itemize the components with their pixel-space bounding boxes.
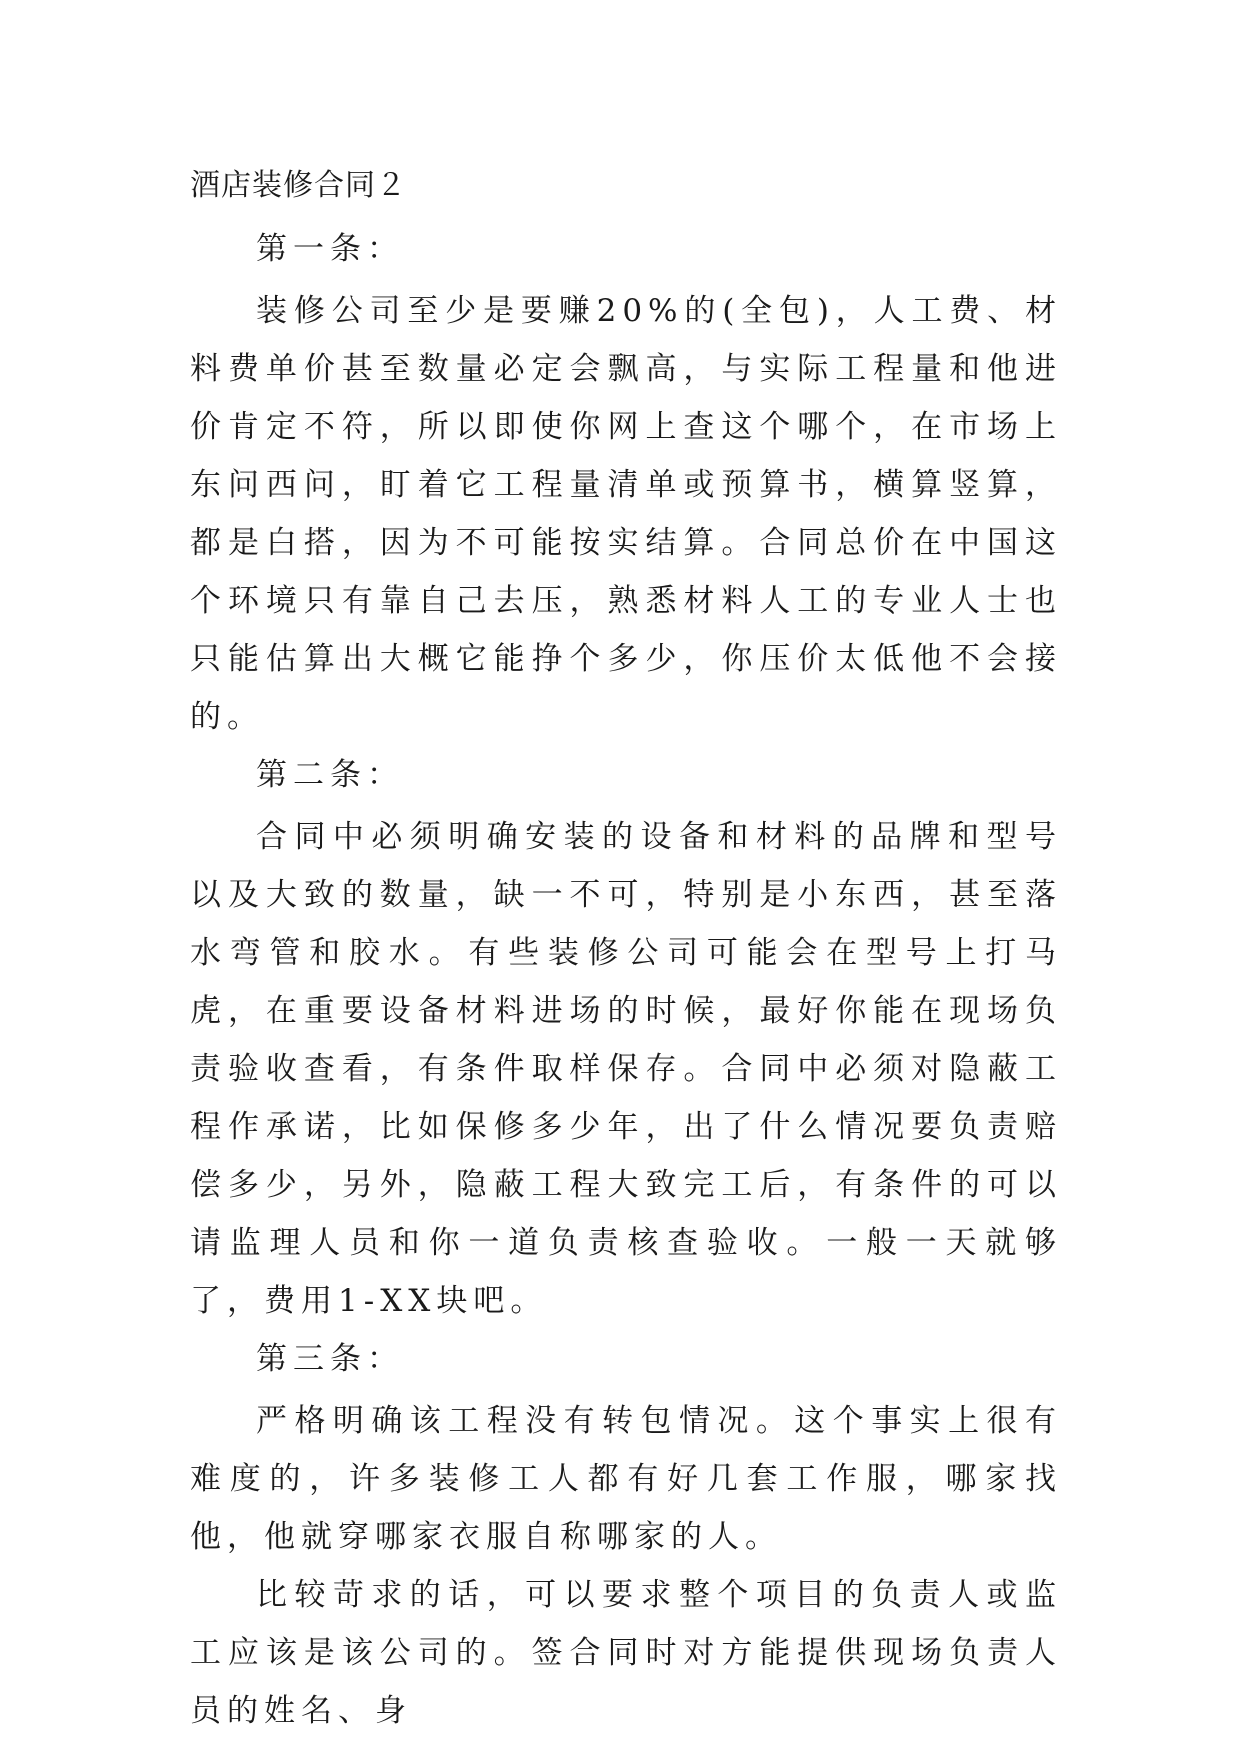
article-2-heading: 第二条： [256, 757, 404, 793]
article-2-text: 合同中必须明确安装的设备和材料的品牌和型号以及大致的数量，缺一不可，特别是小东西，甚至落水弯管和胶水。有些装修公司可能会在型号上打马虎，在重要设备材料进场的时候，最好你能在现场负责验收查看，有条件取样保存。合同中必须对隐蔽工程作承诺，比如保修多少年，出了什么情况要负责赔偿多少，另外，隐蔽工程大致完工后，有条件的可以请监理人员和你一道负责核查验收。一般一天就够了，费用1-XX块吧。 [190, 819, 1062, 1319]
article-3-text: 严格明确该工程没有转包情况。这个事实上很有难度的，许多装修工人都有好几套工作服，哪家找他，他就穿哪家衣服自称哪家的人。 [190, 1403, 1062, 1555]
article-3-text-continued: 比较苛求的话，可以要求整个项目的负责人或监工应该是该公司的。签合同时对方能提供现场负责人员的姓名、身 [190, 1577, 1062, 1729]
article-3-heading: 第三条： [256, 1341, 404, 1377]
article-1-text: 装修公司至少是要赚20%的(全包)，人工费、材料费单价甚至数量必定会飘高，与实际工程量和他进价肯定不符，所以即使你网上查这个哪个，在市场上东问西问，盯着它工程量清单或预算书，横算竖算，都是白搭，因为不可能按实结算。合同总价在中国这个环境只有靠自己去压，熟悉材料人工的专业人士也只能估算出大概它能挣个多少，你压价太低他不会接的。 [190, 293, 1062, 735]
document-title: 酒店装修合同２ [190, 168, 407, 203]
document-body [190, 220, 1062, 1740]
article-1-heading: 第一条： [256, 231, 404, 267]
